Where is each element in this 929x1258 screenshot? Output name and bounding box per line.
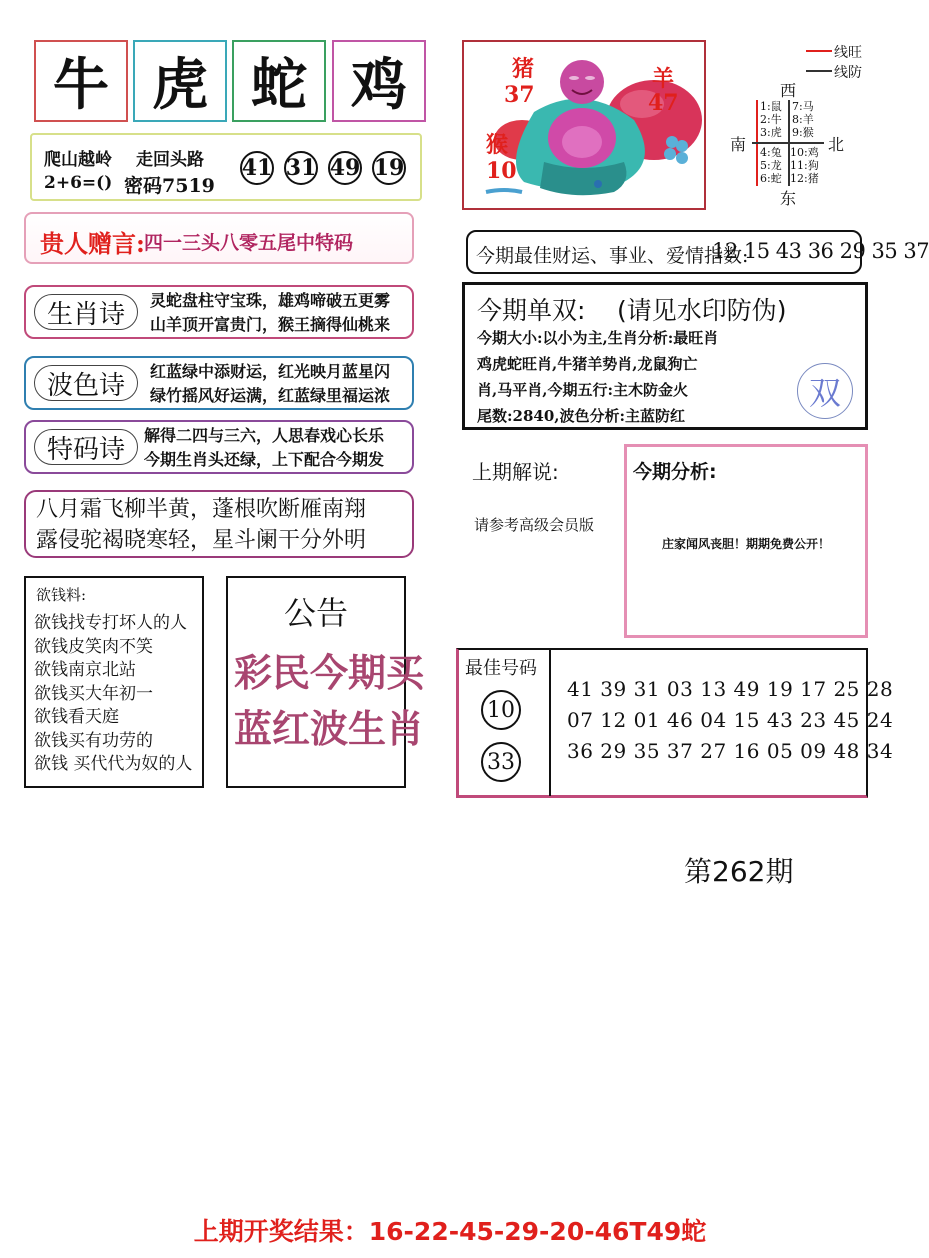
odd-even-box (462, 282, 868, 430)
number-row: 36 29 35 37 27 16 05 09 48 34 (567, 739, 894, 763)
money-riddle-line: 欲钱看天庭 (34, 707, 119, 727)
zodiac-box-3 (232, 40, 326, 122)
sheep-number: 47 (648, 90, 679, 116)
zodiac-box-4 (332, 40, 426, 122)
legend-label-1: 线旺 (834, 45, 862, 61)
number-row: 41 39 31 03 13 49 19 17 25 28 (567, 677, 894, 701)
legend-red-line (806, 50, 832, 52)
compass-cell: 7:马 (792, 100, 814, 113)
compass-north: 北 (828, 135, 845, 154)
last-result: 上期开奖结果：16-22-45-29-20-46T49蛇 (193, 1217, 707, 1246)
analysis-title: 今期分析: (633, 461, 717, 483)
poem-line: 红蓝绿中添财运，红光映月蓝星闪 (150, 362, 391, 381)
compass-cell: 10:鸡 (790, 146, 819, 159)
fortune-index-label: 今期最佳财运、事业、爱情指数: (476, 245, 749, 267)
poem-label: 特码诗 (34, 429, 138, 465)
compass-cell: 9:猴 (792, 126, 814, 139)
fortune-index-numbers: 12 15 43 36 29 35 37 (712, 239, 929, 263)
compass-cell: 2:牛 (760, 113, 782, 126)
last-period-note: 请参考高级会员版 (474, 516, 595, 534)
odd-even-subtitle: (请见水印防伪) (617, 296, 787, 325)
noble-gift-text: 四一三头八零五尾中特码 (144, 232, 354, 254)
poem-line: 灵蛇盘柱守宝珠，雄鸡啼破五更雾 (150, 291, 391, 310)
compass-cell: 3:虎 (760, 126, 782, 139)
compass-cell: 11:狗 (790, 159, 819, 172)
poem-special-code (24, 420, 414, 474)
hint-line2-left: 2+6=() (44, 173, 113, 193)
compass-cell: 5:龙 (760, 159, 782, 172)
compass-east: 东 (780, 189, 797, 208)
poem-line: 今期生肖头还绿，上下配合今期发 (144, 450, 385, 469)
hint-number-1: 41 (240, 151, 274, 185)
money-riddle-line: 欲钱南京北站 (34, 660, 136, 680)
best-numbers-label: 最佳号码 (465, 658, 537, 679)
announcement-title: 公告 (283, 594, 348, 632)
zodiac-box-1 (34, 40, 128, 122)
poem-line: 绿竹摇风好运满，红蓝绿里福运浓 (150, 386, 391, 405)
number-row: 07 12 01 46 04 15 43 23 45 24 (567, 708, 894, 732)
poem-label: 波色诗 (34, 365, 138, 401)
monkey-label: 猴 (486, 132, 509, 158)
compass-panel (724, 40, 884, 212)
money-riddle-title: 欲钱料: (36, 586, 87, 604)
hint-number-2: 31 (284, 151, 318, 185)
poem-zodiac (24, 285, 414, 339)
zodiac-char: 蛇 (251, 52, 307, 118)
zodiac-char: 虎 (152, 52, 208, 118)
odd-even-line: 肖,马平肖,今期五行:主木防金火 (477, 381, 688, 399)
money-riddle-line: 欲钱买大年初一 (34, 683, 153, 704)
money-riddle-line: 欲钱买有功劳的 (34, 730, 153, 751)
zodiac-char: 牛 (53, 52, 109, 118)
fortune-index (466, 230, 929, 274)
compass-cell: 1:鼠 (760, 100, 782, 113)
last-period-title: 上期解说: (472, 460, 559, 484)
zodiac-box-2 (133, 40, 227, 122)
monkey-number: 10 (486, 158, 517, 184)
analysis-text: 庄家闻风丧胆！期期免费公开！ (661, 537, 830, 551)
compass-cell: 8:羊 (792, 113, 814, 126)
hint-line1-right: 走回头路 (136, 150, 204, 170)
hint-line1-left: 爬山越岭 (44, 150, 112, 170)
compass-cell: 4:兔 (760, 146, 782, 159)
compass-cell: 12:猪 (790, 172, 819, 185)
announcement-line1: 彩民今期买 (234, 650, 425, 695)
money-riddle-line: 欲钱找专打坏人的人 (34, 613, 187, 633)
poem-line: 山羊顶开富贵门，猴王摘得仙桃来 (150, 315, 391, 334)
big-poem-line: 露侵驼褐晓寒轻，星斗阑干分外明 (36, 528, 367, 553)
legend-label-2: 线防 (834, 65, 862, 81)
noble-gift-label: 贵人赠言: (40, 229, 145, 258)
big-poem (24, 490, 414, 558)
analysis-box (624, 444, 868, 638)
hint-box (30, 133, 422, 201)
sheep-label: 羊 (652, 66, 675, 92)
odd-even-line: 鸡虎蛇旺肖,牛猪羊势肖,龙鼠狗亡 (477, 355, 698, 373)
issue-number: 第262期 (684, 855, 794, 888)
hint-line2-right: 密码7519 (124, 175, 215, 197)
pig-label: 猪 (512, 56, 535, 82)
odd-even-line: 今期大小:以小为主,生肖分析:最旺肖 (477, 329, 719, 347)
pig-number: 37 (504, 82, 535, 108)
odd-even-title: 今期单双: (477, 296, 586, 325)
odd-even-line: 尾数:2840,波色分析:主蓝防红 (477, 407, 686, 425)
noble-gift-banner (24, 212, 414, 264)
hint-number-4: 19 (372, 151, 406, 185)
money-riddle-line: 欲钱皮笑肉不笑 (34, 636, 153, 657)
best-numbers-box (456, 648, 894, 798)
compass-south: 南 (730, 135, 747, 154)
poem-label: 生肖诗 (34, 294, 138, 330)
poem-wave-color (24, 356, 414, 410)
picture-frame (462, 40, 706, 210)
compass-west: 西 (780, 81, 797, 100)
money-riddle-box (24, 576, 204, 788)
odd-even-stamp: 双 (797, 363, 853, 419)
money-riddle-line: 欲钱 买代代为奴的人 (34, 754, 193, 774)
best-pick-1: 10 (481, 690, 521, 730)
hint-number-3: 49 (328, 151, 362, 185)
announcement-box (226, 576, 425, 788)
zodiac-char: 鸡 (351, 52, 407, 118)
poem-line: 解得二四与三六，人思春戏心长乐 (144, 426, 385, 445)
announcement-line2: 蓝红波生肖 (234, 706, 425, 751)
legend-black-line (806, 70, 832, 72)
best-pick-2: 33 (481, 742, 521, 782)
big-poem-line: 八月霜飞柳半黄，蓬根吹断雁南翔 (36, 497, 367, 522)
compass-cell: 6:蛇 (760, 172, 782, 185)
compass-horizontal-line (752, 142, 824, 144)
